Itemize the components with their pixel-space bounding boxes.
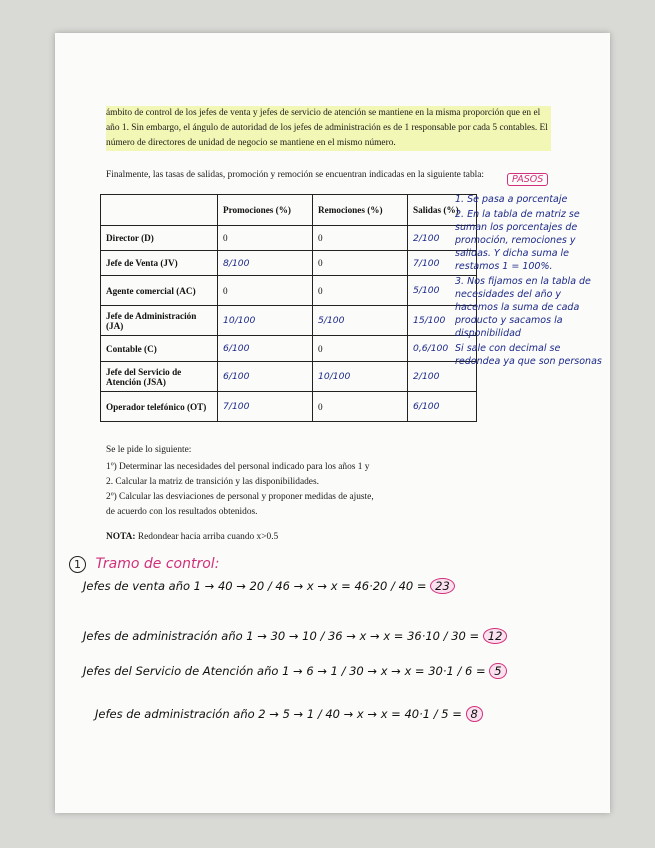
exits-cell: 6/100: [408, 392, 477, 422]
calc-label: Jefes de administración año 1: [83, 629, 254, 643]
role-cell: Contable (C): [101, 336, 218, 362]
calc-eq: 5 → 1 / 40 → x: [282, 707, 364, 721]
calc-label: Jefes de administración año 2: [95, 707, 266, 721]
calc-line: Jefes de administración año 2 → 5 → 1 / 40 → x → x = 40·1 / 5 = 8: [95, 706, 483, 722]
role-cell: Jefe del Servicio de Atención (JSA): [101, 362, 218, 392]
table-row: [101, 306, 477, 336]
removals-cell: 10/100: [313, 362, 408, 392]
intro-paragraph: ámbito de control de los jefes de venta y jefes de servicio de atención se mantiene en la misma proporción que en el año 1. Sin embargo, el ángulo de autoridad de los jefes de administración es de 1 responsable por cada 5 contables. El número de directores de unidad de negocio se mantiene en el mismo número.: [106, 106, 551, 151]
header-cell: Salidas (%): [408, 195, 477, 226]
role-cell: Operador telefónico (OT): [101, 392, 218, 422]
note-text: Redondear hacia arriba cuando x>0.5: [137, 532, 279, 542]
note-label: NOTA:: [106, 532, 136, 542]
promotions-cell: 0: [218, 226, 313, 251]
step-note: 3. Nos fijamos en la tabla de necesidades del año y hacemos la suma de cada producto y sacamos la disponibilidad: [455, 276, 591, 339]
header-cell: [101, 195, 218, 226]
exits-cell: 15/100: [408, 306, 477, 336]
removals-cell: 5/100: [313, 306, 408, 336]
exits-cell: 2/100: [408, 226, 477, 251]
table-row: [101, 362, 477, 392]
calc-eq: 6 → 1 / 30 → x: [306, 664, 388, 678]
tramo-heading: [69, 556, 219, 573]
exits-cell: 5/100: [408, 276, 477, 306]
table-row: [101, 226, 477, 251]
removals-cell: 0: [313, 251, 408, 276]
calc-formula: x = 46·20 / 40 =: [330, 579, 427, 593]
promotions-cell: 6/100: [218, 336, 313, 362]
calc-result: 5: [489, 663, 506, 679]
role-cell: Director (D): [101, 226, 218, 251]
task-line: 1º) Determinar las necesidades del personal indicado para los años 1 y: [106, 462, 370, 472]
tasks-block: [106, 443, 446, 520]
calc-label: Jefes de venta año 1: [83, 579, 201, 593]
tramo-title: Tramo de control:: [95, 556, 220, 572]
section-number-circle: 1: [69, 556, 86, 573]
exits-cell: 0,6/100: [408, 336, 477, 362]
pasos-label: PASOS: [507, 173, 548, 186]
promotions-cell: 10/100: [218, 306, 313, 336]
task-line: 2. Calcular la matriz de transición y las disponibilidades.: [106, 477, 319, 487]
table-row: [101, 336, 477, 362]
calc-line: Jefes del Servicio de Atención año 1 → 6 → 1 / 30 → x → x = 30·1 / 6 = 5: [83, 663, 593, 679]
task-line: 2º) Calcular las desviaciones de personal y proponer medidas de ajuste,: [106, 492, 374, 502]
removals-cell: 0: [313, 336, 408, 362]
calc-label: Jefes del Servicio de Atención año 1: [83, 664, 290, 678]
rates-table: [100, 194, 477, 422]
calc-formula: x = 36·10 / 30 =: [383, 629, 480, 643]
step-note: 2. En la tabla de matriz se suman los porcentajes de promoción, remociones y salidas. Y dicha suma le restamos 1 = 100%.: [455, 209, 580, 272]
note: [106, 530, 446, 545]
promotions-cell: 8/100: [218, 251, 313, 276]
role-cell: Jefe de Venta (JV): [101, 251, 218, 276]
calc-formula: x = 30·1 / 6 =: [404, 664, 486, 678]
tasks-intro: Se le pide lo siguiente:: [106, 445, 192, 455]
step-note: Si sale con decimal se redondea ya que son personas: [455, 343, 602, 367]
role-cell: Agente comercial (AC): [101, 276, 218, 306]
table-row: [101, 251, 477, 276]
document-page: [55, 33, 610, 813]
calc-formula: x = 40·1 / 5 =: [380, 707, 462, 721]
calc-result: 8: [466, 706, 483, 722]
removals-cell: 0: [313, 276, 408, 306]
calc-eq: 30 → 10 / 36 → x: [270, 629, 367, 643]
promotions-cell: 6/100: [218, 362, 313, 392]
steps-notes: [455, 193, 603, 370]
exits-cell: 2/100: [408, 362, 477, 392]
task-line: de acuerdo con los resultados obtenidos.: [106, 507, 258, 517]
rates-intro-text: Finalmente, las tasas de salidas, promoción y remoción se encuentran indicadas en la siguiente tabla:: [106, 170, 485, 180]
step-note: 1. Se pasa a porcentaje: [455, 194, 568, 205]
calc-result: 23: [430, 578, 455, 594]
exits-cell: 7/100: [408, 251, 477, 276]
calc-line: Jefes de administración año 1 → 30 → 10 / 36 → x → x = 36·10 / 30 = 12: [83, 628, 507, 644]
calc-line: Jefes de venta año 1 → 40 → 20 / 46 → x → x = 46·20 / 40 = 23: [83, 578, 455, 594]
header-cell: Remociones (%): [313, 195, 408, 226]
table-header-row: [101, 195, 477, 226]
removals-cell: 0: [313, 392, 408, 422]
removals-cell: 0: [313, 226, 408, 251]
calc-result: 12: [483, 628, 508, 644]
role-cell: Jefe de Administración (JA): [101, 306, 218, 336]
calc-eq: 40 → 20 / 46 → x: [217, 579, 314, 593]
header-cell: Promociones (%): [218, 195, 313, 226]
table-row: [101, 392, 477, 422]
promotions-cell: 0: [218, 276, 313, 306]
table-row: [101, 276, 477, 306]
promotions-cell: 7/100: [218, 392, 313, 422]
